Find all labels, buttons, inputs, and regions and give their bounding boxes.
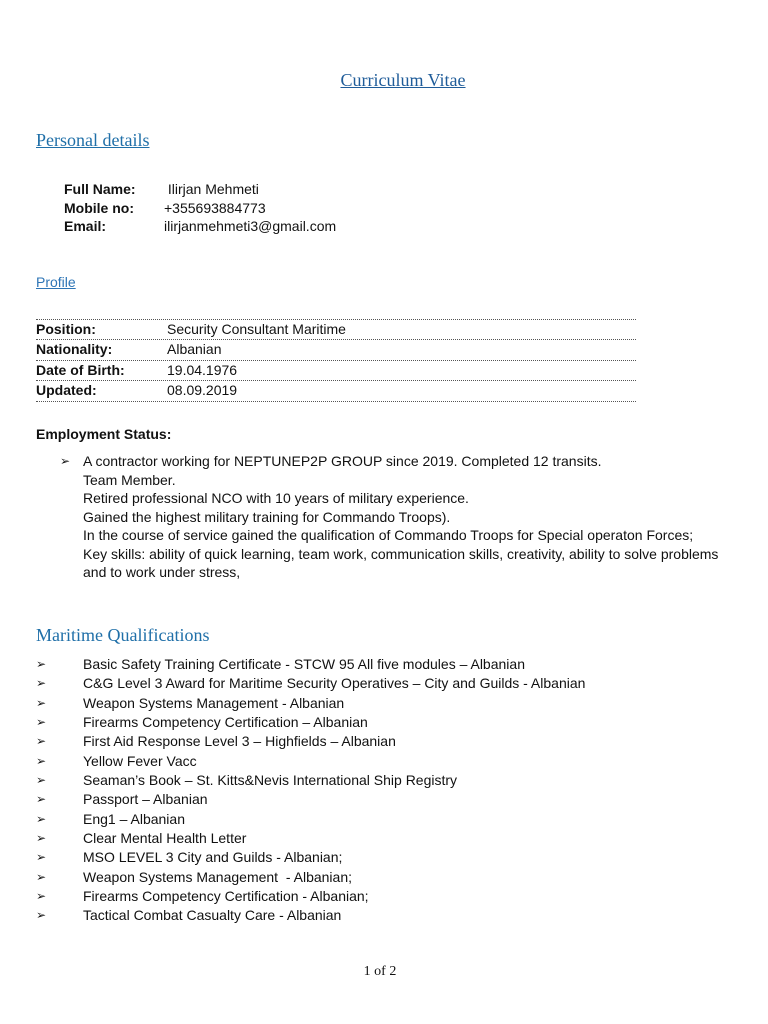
list-item (36, 868, 736, 887)
qualification-text: Eng1 – Albanian (83, 810, 185, 827)
email-value: ilirjanmehmeti3@gmail.com (164, 218, 337, 234)
arrow-bullet-icon: ➢ (36, 831, 47, 846)
qualification-text: Yellow Fever Vacc (83, 752, 197, 769)
qualification-text: Passport – Albanian (83, 791, 208, 808)
arrow-bullet-icon: ➢ (36, 657, 47, 671)
arrow-bullet-icon: ➢ (36, 734, 47, 749)
profile-row (36, 319, 636, 339)
qualification-text: Basic Safety Training Certificate - STCW 95 All five modules – Albanian (83, 656, 525, 672)
qualification-text: Firearms Competency Certification - Albanian; (83, 888, 369, 905)
position-value: Security Consultant Maritime (167, 321, 346, 337)
employment-line: Retired professional NCO with 10 years of military experience. (83, 490, 469, 506)
profile-link[interactable]: Profile (36, 274, 76, 290)
qualification-text: Tactical Combat Casualty Care - Albanian (83, 907, 342, 924)
qualification-text: Firearms Competency Certification – Albanian (83, 714, 368, 731)
qualification-text: Weapon Systems Management - Albanian (83, 694, 345, 711)
nationality-label: Nationality: (36, 341, 113, 358)
updated-label: Updated: (36, 382, 97, 399)
position-label: Position: (36, 321, 96, 337)
arrow-bullet-icon: ➢ (36, 908, 47, 923)
mobile-label: Mobile no: (64, 199, 134, 216)
list-item (36, 906, 736, 925)
arrow-bullet-icon: ➢ (36, 850, 47, 865)
nationality-value: Albanian (167, 341, 222, 358)
maritime-qualifications-heading: Maritime Qualifications (36, 625, 210, 645)
profile-row (36, 380, 636, 401)
qualification-text: MSO LEVEL 3 City and Guilds - Albanian; (83, 849, 343, 866)
employment-line: Gained the highest military training for Commando Troops). (83, 508, 451, 525)
arrow-bullet-icon: ➢ (36, 869, 47, 884)
arrow-bullet-icon: ➢ (36, 715, 47, 730)
arrow-bullet-icon: ➢ (36, 811, 47, 826)
email-row (64, 217, 336, 236)
arrow-bullet-icon: ➢ (36, 753, 47, 768)
list-item (36, 771, 736, 790)
arrow-bullet-icon: ➢ (36, 889, 47, 904)
list-item (36, 655, 736, 674)
list-item (36, 829, 736, 848)
arrow-bullet-icon: ➢ (36, 773, 47, 788)
list-item (36, 713, 736, 732)
page-number: 1 of 2 (363, 964, 397, 979)
profile-row (36, 360, 636, 380)
list-item (36, 752, 736, 771)
employment-line: A contractor working for NEPTUNEP2P GROUP since 2019. Completed 12 transits. (83, 453, 602, 469)
mobile-value: +355693884773 (164, 199, 266, 216)
qualification-text: First Aid Response Level 3 – Highfields – Albanian (83, 733, 396, 750)
employment-line: Key skills: ability of quick learning, team work, communication skills, creativity, ability to solve problems and to work under stress, (83, 545, 719, 580)
personal-details-heading: Personal details (36, 130, 150, 150)
date-of-birth-label: Date of Birth: (36, 361, 125, 378)
email-label: Email: (64, 218, 107, 234)
qualification-text: Weapon Systems Management - Albanian; (83, 868, 353, 885)
arrow-bullet-icon: ➢ (36, 676, 47, 691)
full-name-label: Full Name: (64, 181, 136, 197)
list-item (36, 848, 736, 867)
personal-details-block (64, 180, 336, 236)
full-name-value: Ilirjan Mehmeti (164, 181, 259, 197)
arrow-bullet-icon: ➢ (36, 792, 47, 807)
date-of-birth-value: 19.04.1976 (167, 361, 238, 378)
list-item (36, 732, 736, 751)
profile-table (36, 319, 636, 402)
qualification-text: Seaman’s Book – St. Kitts&Nevis International Ship Registry (83, 772, 458, 789)
list-item (36, 810, 736, 829)
employment-status-block (60, 452, 740, 582)
employment-status-label: Employment Status: (36, 426, 172, 442)
maritime-qualifications-list (36, 655, 736, 926)
mobile-row (64, 199, 336, 218)
qualification-text: Clear Mental Health Letter (83, 830, 247, 847)
full-name-row (64, 180, 336, 199)
updated-value: 08.09.2019 (167, 382, 238, 399)
arrow-bullet-icon: ➢ (60, 454, 71, 468)
qualification-text: C&G Level 3 Award for Maritime Security Operatives – City and Guilds - Albanian (83, 675, 586, 692)
list-item (36, 790, 736, 809)
document-title: Curriculum Vitae (340, 70, 466, 90)
arrow-bullet-icon: ➢ (36, 695, 47, 710)
employment-text (83, 452, 740, 582)
list-item (36, 694, 736, 713)
list-item (36, 674, 736, 693)
profile-row (36, 339, 636, 359)
employment-line: In the course of service gained the qualification of Commando Troops for Special operaton Forces; (83, 527, 694, 543)
list-item (36, 887, 736, 906)
employment-line: Team Member. (83, 471, 176, 488)
